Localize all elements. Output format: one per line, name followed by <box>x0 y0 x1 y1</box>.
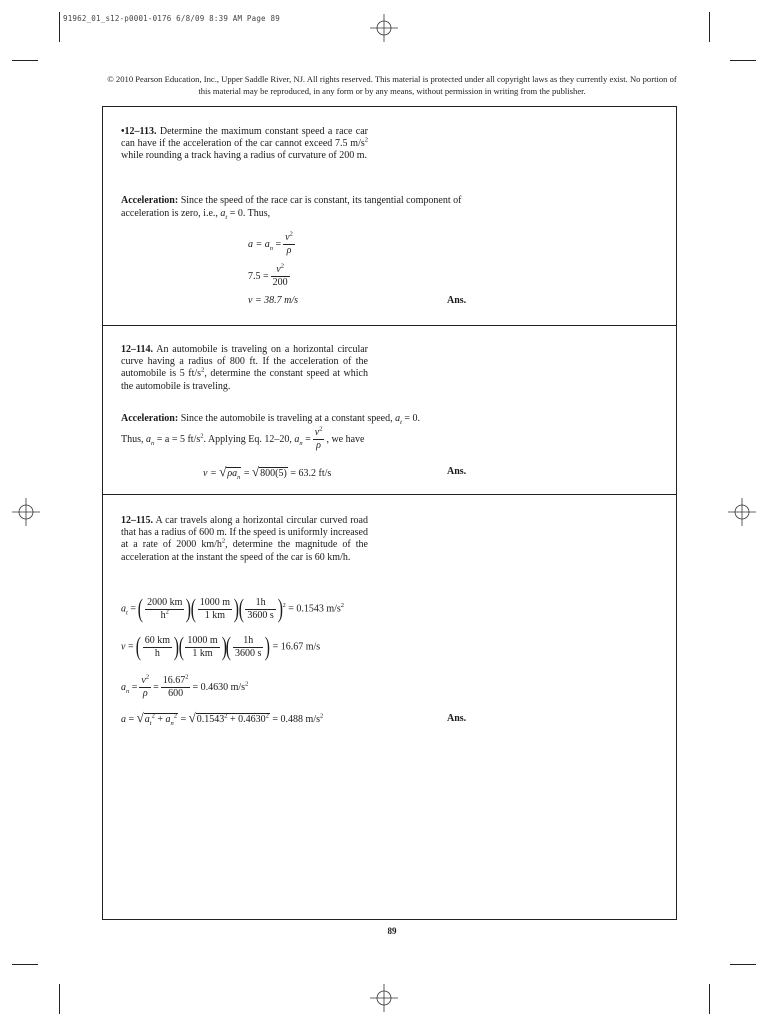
equation: v = ( $\frac{60 km}{h}$ )( $\frac{1000 m}{1 km}$ )( $\frac{1h}{3600 s}$ ) = 16.67 m/s <box>121 632 321 661</box>
equation: $a = a_n$ = $\frac{v^2}{\rho}$ <box>248 230 293 256</box>
crop-mark <box>12 60 38 61</box>
problem-statement: 12–114. An automobile is traveling on a horizontal circular curve having a radius of 800 ft. If the acceleration of the automobile is 5 $ft/s^2$, determine the constant speed at which the automobile is traveling. <box>121 344 368 392</box>
answer-label: Ans. <box>447 713 467 724</box>
solution-text: Thus, $a_n = a = 5$ $ft/s^2$. Applying Eq. 12–20, $a_n$ = $\frac{v^2}{\rho}$ , we have <box>121 425 365 451</box>
problem-number: 12–114. <box>121 344 153 355</box>
problem-divider <box>102 325 677 326</box>
crop-mark <box>730 964 756 965</box>
content-frame <box>102 106 677 920</box>
equation: $v = √\rho a_n = √800(5) = 63.2$ ft/s <box>203 464 332 481</box>
crop-mark <box>730 60 756 61</box>
crop-mark <box>709 12 710 42</box>
registration-mark-icon <box>370 984 398 1012</box>
problem-divider <box>102 494 677 495</box>
crop-mark <box>59 984 60 1014</box>
crop-mark <box>12 964 38 965</box>
equation: 7.5 = $\frac{v^2}{200}$ <box>248 262 288 288</box>
page-number: 89 <box>387 926 397 936</box>
problem-statement: 12–115. A car travels along a horizontal circular curved road that has a radius of 600 m. If the speed is uniformly increased at a rate of 2000 $km/h^2$, determine the magnitude of the acceleration at the instant the speed of the car is 60 km/h. <box>121 515 368 563</box>
copyright-notice: © 2010 Pearson Education, Inc., Upper Saddle River, NJ. All rights reserved. This material is protected under all copyright laws as they currently exist. No portion of this material may be reproduced, in any form or by any means, without permission in writing from the publisher. <box>107 74 677 96</box>
equation: $a = √a_t^2 + a_n^2 = √0.1543^2 + 0.4630^2 = 0.488$ $m/s^2$ <box>121 710 324 727</box>
crop-mark <box>59 12 60 42</box>
equation: v = 38.7 m/s <box>248 295 299 306</box>
registration-mark-icon <box>728 498 756 526</box>
answer-label: Ans. <box>447 295 467 306</box>
print-slug: 91962_01_s12-p0001-0176 6/8/09 8:39 AM Page 89 <box>63 14 280 23</box>
crop-mark <box>709 984 710 1014</box>
problem-number: •12–113. <box>121 126 157 137</box>
answer-label: Ans. <box>447 466 467 477</box>
problem-number: 12–115. <box>121 515 153 526</box>
equation: $a_n$ = $\frac{v^2}{\rho}$ = $\frac{16.67^2}{600}$ = 0.4630 $m/s^2$ <box>121 673 249 699</box>
problem-statement: •12–113. Determine the maximum constant speed a race car can have if the acceleration of the car cannot exceed 7.5 $m/s^2$ while rounding a track having a radius of curvature of 200 m. <box>121 126 369 162</box>
registration-mark-icon <box>12 498 40 526</box>
solution-text: Acceleration: Since the speed of the race car is constant, its tangential component of acceleration is zero, i.e., $a_t = 0$. Thus, <box>121 195 462 221</box>
equation: $a_t$ = ( $\frac{2000 km}{h^2}$ )( $\frac{1000 m}{1 km}$ )( $\frac{1h}{3600 s}$ )$^2$ = 0.1543 $m/s^2$ <box>121 594 345 623</box>
registration-mark-icon <box>370 14 398 42</box>
solution-text: Acceleration: Since the automobile is traveling at a constant speed, $a_t = 0$. <box>121 413 421 426</box>
